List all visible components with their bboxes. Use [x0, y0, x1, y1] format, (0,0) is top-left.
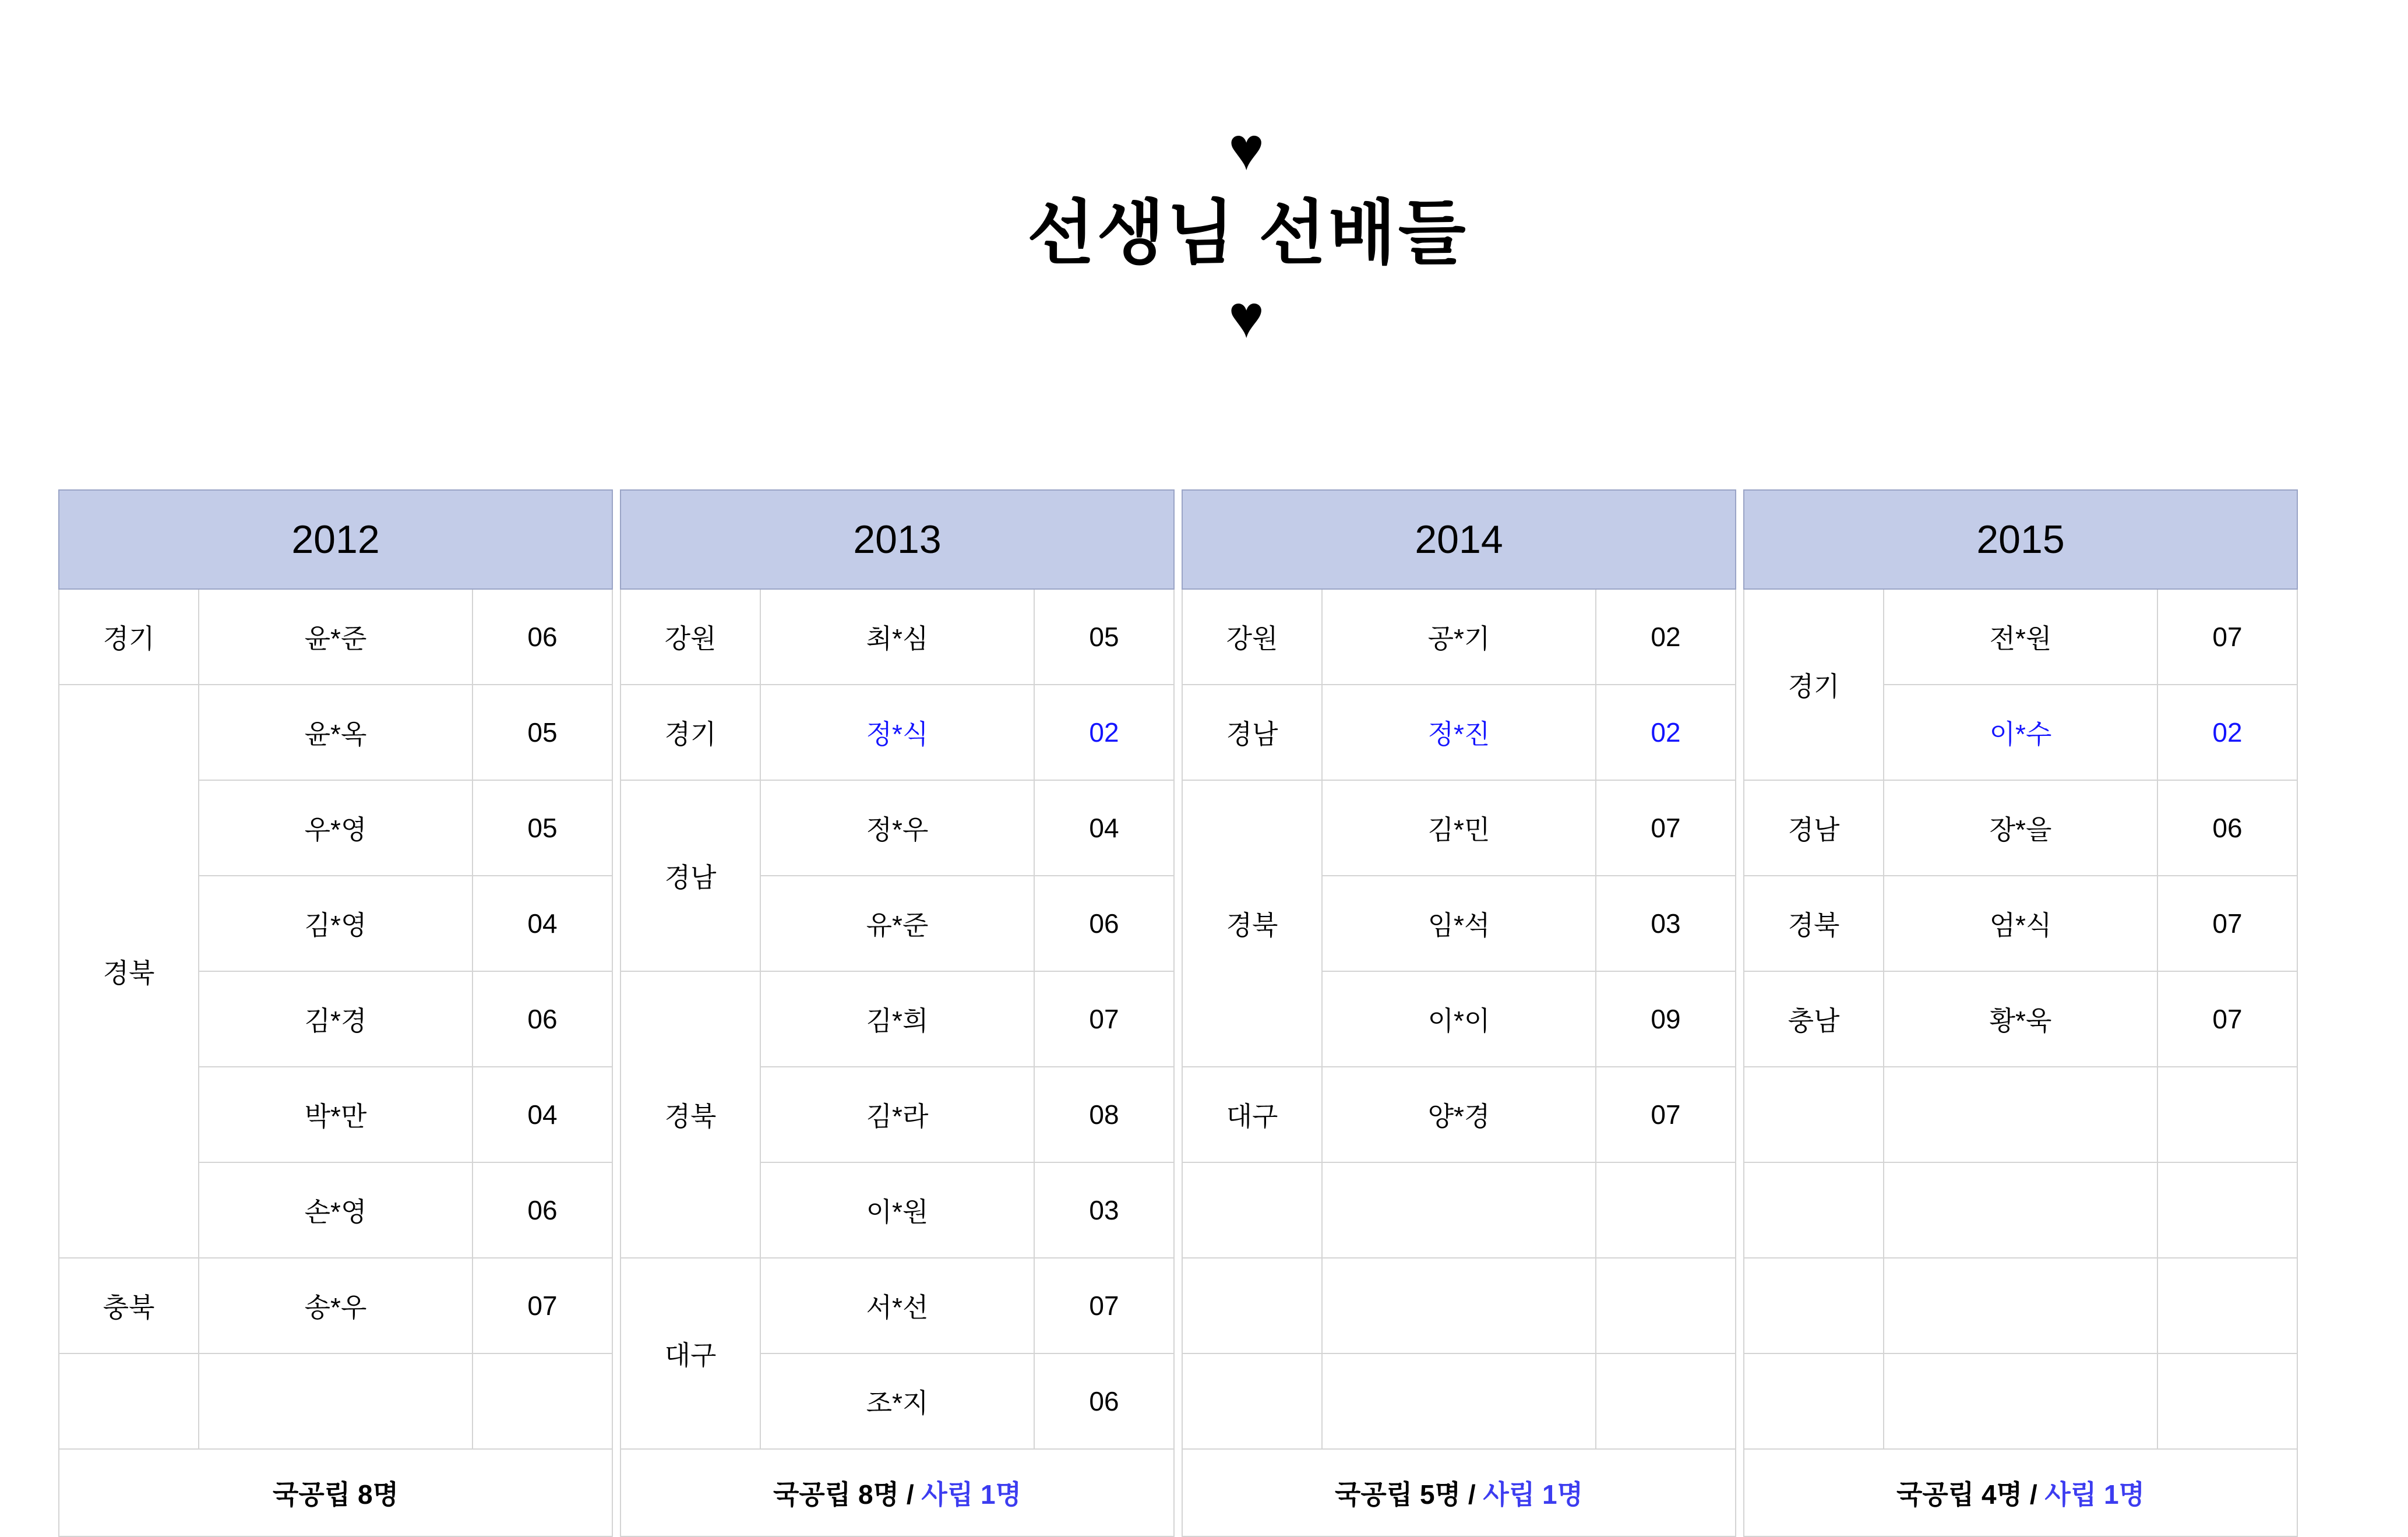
summary-cell — [1744, 1449, 2297, 1536]
public-count-label: 국공립 5명 — [1334, 1479, 1461, 1510]
region-cell: 경기 — [620, 685, 760, 780]
table-header-row — [620, 490, 1174, 589]
number-cell: 07 — [473, 1258, 612, 1353]
year-table-2013 — [620, 489, 1175, 1537]
empty-region-cell — [1744, 1162, 1884, 1258]
region-cell: 대구 — [620, 1258, 760, 1449]
empty-number-cell — [1596, 1353, 1736, 1449]
number-cell: 08 — [1034, 1067, 1174, 1162]
region-cell: 경북 — [1182, 780, 1322, 1067]
table-row — [620, 589, 1174, 685]
table-row — [620, 780, 1174, 876]
number-cell: 07 — [1034, 1258, 1174, 1353]
name-cell: 박*만 — [199, 1067, 473, 1162]
table-row — [1182, 780, 1736, 876]
table-row — [1744, 589, 2297, 685]
empty-region-cell — [1182, 1162, 1322, 1258]
empty-number-cell — [2157, 1353, 2297, 1449]
year-header: 2014 — [1182, 490, 1736, 589]
empty-name-cell — [1884, 1353, 2157, 1449]
table-row — [1182, 589, 1736, 685]
table-row — [1182, 1353, 1736, 1449]
table-header-row — [1182, 490, 1736, 589]
name-cell: 이*수 — [1884, 685, 2157, 780]
region-cell: 경남 — [620, 780, 760, 971]
year-tables-container — [0, 443, 2408, 1537]
name-cell: 김*영 — [199, 876, 473, 971]
public-count-label: 국공립 8명 — [773, 1479, 900, 1510]
heart-icon-right: ♥ — [1228, 283, 1267, 351]
name-cell: 임*석 — [1322, 876, 1596, 971]
number-cell: 07 — [2157, 971, 2297, 1067]
number-cell: 05 — [473, 685, 612, 780]
summary-cell — [1182, 1449, 1736, 1536]
year-table-2014 — [1182, 489, 1736, 1537]
public-count-label: 국공립 8명 — [272, 1479, 399, 1510]
private-count-label: 사립 1명 — [921, 1479, 1022, 1510]
table-header-row — [1744, 490, 2297, 589]
summary-cell — [620, 1449, 1174, 1536]
number-cell: 03 — [1596, 876, 1736, 971]
number-cell: 04 — [473, 876, 612, 971]
year-table-2012 — [58, 489, 613, 1537]
number-cell: 06 — [473, 1162, 612, 1258]
table-row — [1182, 685, 1736, 780]
number-cell: 04 — [1034, 780, 1174, 876]
number-cell: 07 — [1596, 780, 1736, 876]
table-footer-row — [59, 1449, 612, 1536]
table-footer-row — [1182, 1449, 1736, 1536]
empty-name-cell — [199, 1353, 473, 1449]
name-cell: 공*기 — [1322, 589, 1596, 685]
name-cell: 서*선 — [760, 1258, 1034, 1353]
table-row — [59, 685, 612, 780]
empty-name-cell — [1884, 1067, 2157, 1162]
name-cell: 김*희 — [760, 971, 1034, 1067]
table-row — [59, 1258, 612, 1353]
empty-number-cell — [1596, 1162, 1736, 1258]
table-footer-row — [620, 1449, 1174, 1536]
year-header: 2012 — [59, 490, 612, 589]
summary-cell — [59, 1449, 612, 1536]
page-title — [0, 0, 2408, 443]
summary-separator: / — [1461, 1479, 1483, 1510]
table-row — [59, 589, 612, 685]
empty-name-cell — [1884, 1162, 2157, 1258]
year-header: 2013 — [620, 490, 1174, 589]
private-count-label: 사립 1명 — [1483, 1479, 1584, 1510]
empty-region-cell — [59, 1353, 199, 1449]
heart-icon-left: ♥ — [1228, 115, 1267, 183]
number-cell: 02 — [1596, 685, 1736, 780]
table-row — [1744, 780, 2297, 876]
name-cell: 황*욱 — [1884, 971, 2157, 1067]
region-cell: 경북 — [620, 971, 760, 1258]
region-cell: 경기 — [1744, 589, 1884, 780]
table-row — [620, 685, 1174, 780]
empty-number-cell — [473, 1353, 612, 1449]
number-cell: 07 — [1596, 1067, 1736, 1162]
summary-separator: / — [899, 1479, 922, 1510]
table-row — [1744, 876, 2297, 971]
table-header-row — [59, 490, 612, 589]
table-row — [1744, 1067, 2297, 1162]
table-row — [1182, 1067, 1736, 1162]
number-cell: 06 — [1034, 1353, 1174, 1449]
name-cell: 장*을 — [1884, 780, 2157, 876]
number-cell: 07 — [1034, 971, 1174, 1067]
name-cell: 정*우 — [760, 780, 1034, 876]
name-cell: 최*심 — [760, 589, 1034, 685]
region-cell: 강원 — [620, 589, 760, 685]
empty-number-cell — [2157, 1162, 2297, 1258]
region-cell: 충북 — [59, 1258, 199, 1353]
empty-region-cell — [1744, 1067, 1884, 1162]
empty-number-cell — [2157, 1067, 2297, 1162]
name-cell: 정*진 — [1322, 685, 1596, 780]
table-row — [1744, 1162, 2297, 1258]
name-cell: 우*영 — [199, 780, 473, 876]
empty-region-cell — [1182, 1353, 1322, 1449]
table-row — [59, 1353, 612, 1449]
year-table-2015 — [1743, 489, 2298, 1537]
name-cell: 김*경 — [199, 971, 473, 1067]
name-cell: 김*라 — [760, 1067, 1034, 1162]
name-cell: 김*민 — [1322, 780, 1596, 876]
table-row — [1182, 1258, 1736, 1353]
empty-name-cell — [1322, 1162, 1596, 1258]
number-cell: 02 — [1596, 589, 1736, 685]
number-cell: 03 — [1034, 1162, 1174, 1258]
table-row — [1744, 971, 2297, 1067]
name-cell: 전*원 — [1884, 589, 2157, 685]
empty-number-cell — [2157, 1258, 2297, 1353]
table-row — [1182, 1162, 1736, 1258]
number-cell: 02 — [1034, 685, 1174, 780]
name-cell: 이*이 — [1322, 971, 1596, 1067]
name-cell: 이*원 — [760, 1162, 1034, 1258]
number-cell: 06 — [1034, 876, 1174, 971]
empty-region-cell — [1744, 1258, 1884, 1353]
region-cell: 경북 — [1744, 876, 1884, 971]
region-cell: 경북 — [59, 685, 199, 1258]
name-cell: 양*경 — [1322, 1067, 1596, 1162]
summary-separator: / — [2022, 1479, 2045, 1510]
table-row — [1744, 1353, 2297, 1449]
name-cell: 정*식 — [760, 685, 1034, 780]
name-cell: 윤*준 — [199, 589, 473, 685]
region-cell: 경남 — [1182, 685, 1322, 780]
name-cell: 조*지 — [760, 1353, 1034, 1449]
empty-name-cell — [1322, 1258, 1596, 1353]
region-cell: 충남 — [1744, 971, 1884, 1067]
region-cell: 대구 — [1182, 1067, 1322, 1162]
name-cell: 윤*옥 — [199, 685, 473, 780]
number-cell: 06 — [473, 589, 612, 685]
name-cell: 손*영 — [199, 1162, 473, 1258]
number-cell: 07 — [2157, 876, 2297, 971]
private-count-label: 사립 1명 — [2044, 1479, 2145, 1510]
name-cell: 유*준 — [760, 876, 1034, 971]
page-title-text: 선생님 선배들 — [1027, 194, 1468, 272]
number-cell: 02 — [2157, 685, 2297, 780]
empty-region-cell — [1182, 1258, 1322, 1353]
number-cell: 04 — [473, 1067, 612, 1162]
number-cell: 05 — [1034, 589, 1174, 685]
number-cell: 06 — [473, 971, 612, 1067]
region-cell: 강원 — [1182, 589, 1322, 685]
name-cell: 송*우 — [199, 1258, 473, 1353]
empty-name-cell — [1322, 1353, 1596, 1449]
number-cell: 06 — [2157, 780, 2297, 876]
region-cell: 경기 — [59, 589, 199, 685]
public-count-label: 국공립 4명 — [1896, 1479, 2023, 1510]
number-cell: 05 — [473, 780, 612, 876]
table-footer-row — [1744, 1449, 2297, 1536]
number-cell: 07 — [2157, 589, 2297, 685]
name-cell: 엄*식 — [1884, 876, 2157, 971]
number-cell: 09 — [1596, 971, 1736, 1067]
year-header: 2015 — [1744, 490, 2297, 589]
region-cell: 경남 — [1744, 780, 1884, 876]
table-row — [620, 971, 1174, 1067]
empty-name-cell — [1884, 1258, 2157, 1353]
empty-region-cell — [1744, 1353, 1884, 1449]
table-row — [620, 1258, 1174, 1353]
empty-number-cell — [1596, 1258, 1736, 1353]
table-row — [1744, 1258, 2297, 1353]
